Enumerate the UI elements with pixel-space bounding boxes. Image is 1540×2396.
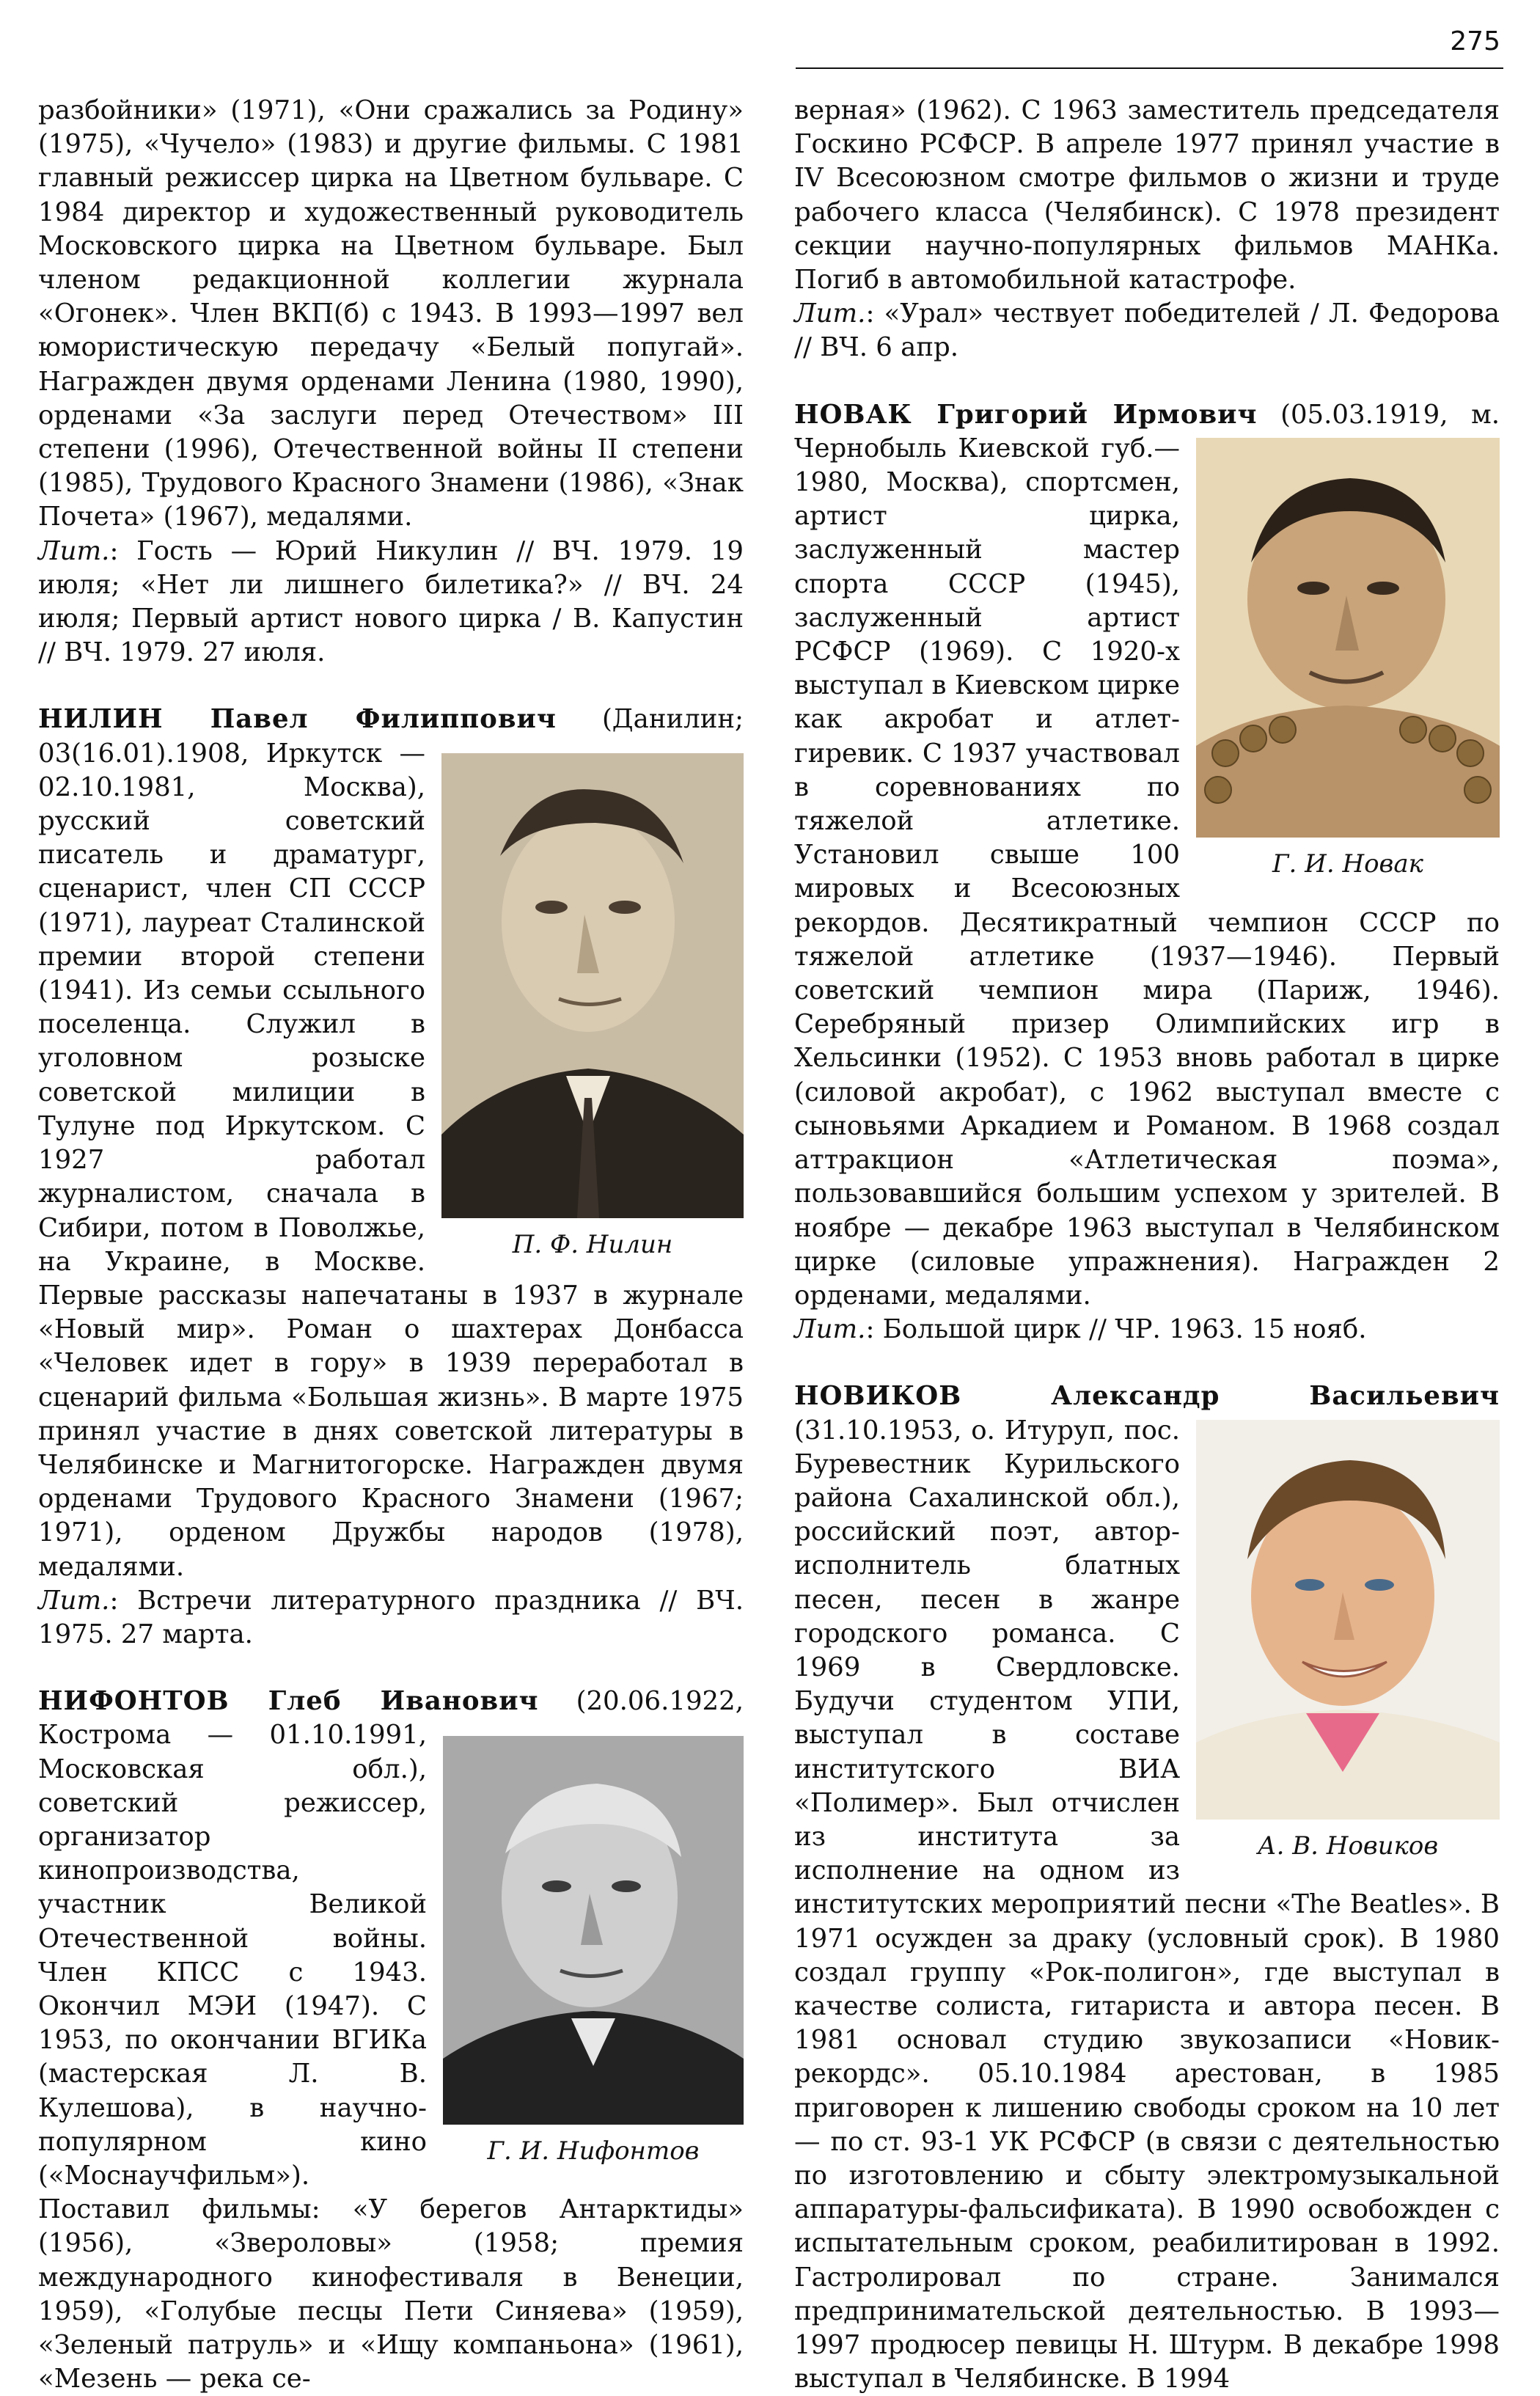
lit-label: Лит. [38,535,110,566]
entry-body: (05.03.1919, м. Чернобыль Киевской губ.— 1980, Москва), спортсмен, артист цирка, заслуженный мастер спорта СССР (1945), заслуженный артист РСФСР (1969). С 1920-х выступал в Киевском цирке как акробат и атлет-гиревик. С 1937 участвовал в соревнованиях по тяжелой атлетике. Установил свыше 100 мировых и Всесоюзных рекордов. Десятикратный чемпион СССР по тяжелой атлетике (1937—1946). Первый советский чемпион мира (Париж, 1946). Серебряный призер Олимпийских игр в Хельсинки (1952). С 1953 вновь работал в цирке (силовой акробат), с 1962 выступал вместе с сыновьями Аркадием и Романом. В 1968 создал аттракцион «Атлетическая поэма», пользовавшийся большим успехом у зрителей. В ноябре — декабре 1963 выступал в Челябинском цирке (силовые упражнения). Награжден 2 орденами, медалями. [794,399,1500,1311]
entry-heading: НИФОНТОВ Глеб Иванович [38,1686,539,1717]
figure-novak [1196,438,1500,880]
novak-literature [794,1313,1500,1347]
entry-heading: НИЛИН Павел Филиппович [38,704,557,735]
entry-heading: НОВИКОВ Александр Васильевич [794,1381,1500,1412]
novak-caption: Г. И. Новак [1272,849,1423,879]
header-rule [796,67,1503,69]
lit-text: : Гость — Юрий Никулин // ВЧ. 1979. 19 июля; «Нет ли лишнего билетика?» // ВЧ. 24 июля; Первый артист нового цирка / В. Капустин // ВЧ. 1979. 27 июля. [38,535,744,668]
figure-nilin [441,753,744,1261]
lit-label: Лит. [794,1314,866,1345]
intro-literature [794,297,1500,364]
nifontov-portrait [443,1736,744,2125]
figure-nifontov [443,1736,744,2167]
novikov-portrait [1196,1420,1500,1820]
entry-body: (Данилин; 03(16.01).1908, Иркутск — 02.10.1981, Москва), русский советский писатель и драматург, сценарист, член СП СССР (1971), лауреат Сталинской премии второй степени (1941). Из семьи ссыльного поселенца. Служил в уголовном розыске советской милиции в Тулуне под Иркутском. С 1927 работал журналистом, сначала в Сибири, потом в Поволжье, на Украине, в Москве. Первые рассказы напечатаны в 1937 в журнале «Новый мир». Роман о шахтерах Донбасса «Человек идет в гору» в 1939 переработал в сценарий фильма «Большая жизнь». В марте 1975 принял участие в днях советской литературы в Челябинске и Магнитогорске. Награжден двумя орденами Трудового Красного Знамени (1967; 1971), орденом Дружбы народов (1978), медалями. [38,704,744,1582]
novikov-caption: А. В. Новиков [1257,1831,1439,1861]
intro-paragraph: верная» (1962). С 1963 заместитель председателя Госкино РСФСР. В апреле 1977 принял участие в IV Всесоюзном смотре фильмов о жизни и труде рабочего класса (Челябинск). С 1978 президент секции научно-популярных фильмов МАНКа. Погиб в автомобильной катастрофе. [794,95,1500,296]
entry-novikov [794,1380,1500,2396]
figure-novikov [1196,1420,1500,1862]
nilin-portrait [441,753,744,1218]
lit-label: Лит. [38,1585,110,1616]
intro-literature [38,535,744,670]
intro-paragraph: разбойники» (1971), «Они сражались за Родину» (1975), «Чучело» (1983) и другие фильмы. С 1981 главный режиссер цирка на Цветном бульваре. С 1984 директор и художественный руководитель Московского цирка на Цветном бульваре. Был членом редакционной коллегии журнала «Огонек». Член ВКП(б) с 1943. В 1993—1997 вел юмористическую передачу «Белый попугай». Награжден двумя орденами Ленина (1980, 1990), орденами «За заслуги перед Отечеством» III степени (1996), Отечественной войны II степени (1985), Трудового Красного Знамени (1986), «Знак Почета» (1967), медалями. [38,95,744,532]
lit-text: : Большой цирк // ЧР. 1963. 15 нояб. [865,1314,1367,1345]
page-number: 275 [1450,26,1500,56]
nilin-caption: П. Ф. Нилин [512,1229,673,1259]
entry-nilin [38,703,744,1583]
entry-body: (31.10.1953, о. Итуруп, пос. Буревестник Курильского района Сахалинской обл.), российский поэт, автор-исполнитель блатных песен, песен в жанре городского романса. С 1969 в Свердловске. Будучи студентом УПИ, выступал в составе институтского ВИА «Полимер». Был отчислен из института за исполнение на одном из институтских мероприятий песни «The Beatles». В 1971 осужден за драку (условный срок). В 1980 создал группу «Рок-полигон», где выступал в качестве солиста, гитариста и автора песен. В 1981 основал студию звукозаписи «Новик-рекордс». 05.10.1984 арестован, в 1985 приговорен к лишению свободы сроком на 10 лет — по ст. 93-1 УК РСФСР (в связи с деятельностью по изготовлению и сбыту электромузыкальной аппаратуры-фальсификата). В 1990 освобожден с испытательным сроком, реабилитирован в 1992. Гастролировал по стране. Занимался предпринимательской деятельностью. В 1993—1997 продюсер певицы Н. Штурм. В декабре 1998 выступал в Челябинске. В 1994 [794,1415,1500,2395]
entry-body: (20.06.1922, Кострома — 01.10.1991, Московская обл.), советский режиссер, организатор кинопроизводства, участник Великой Отечественной войны. Член КПСС с 1943. Окончил МЭИ (1947). С 1953, по окончании ВГИКа (мастерская Л. В. Кулешова), в научно-популярном кино («Моснаучфильм»). Поставил фильмы: «У берегов Антарктиды» (1956), «Звероловы» (1958; премия международного кинофестиваля в Венеции, 1959), «Голубые песцы Пети Синяева» (1959), «Зеленый патруль» и «Ищу компаньона» (1961), «Мезень — река се- [38,1686,744,2395]
left-column [38,94,744,2396]
right-column [794,94,1500,2396]
novak-portrait [1196,438,1500,838]
lit-label: Лит. [794,298,866,329]
entry-heading: НОВАК Григорий Ирмович [794,399,1258,430]
lit-text: : Встречи литературного праздника // ВЧ. 1975. 27 марта. [38,1585,744,1649]
nilin-literature [38,1584,744,1652]
entry-nifontov [38,1685,744,2396]
nifontov-caption: Г. И. Нифонтов [487,2136,700,2166]
lit-text: : «Урал» чествует победителей / Л. Федорова // ВЧ. 6 апр. [794,298,1500,363]
entry-novak [794,398,1500,1313]
